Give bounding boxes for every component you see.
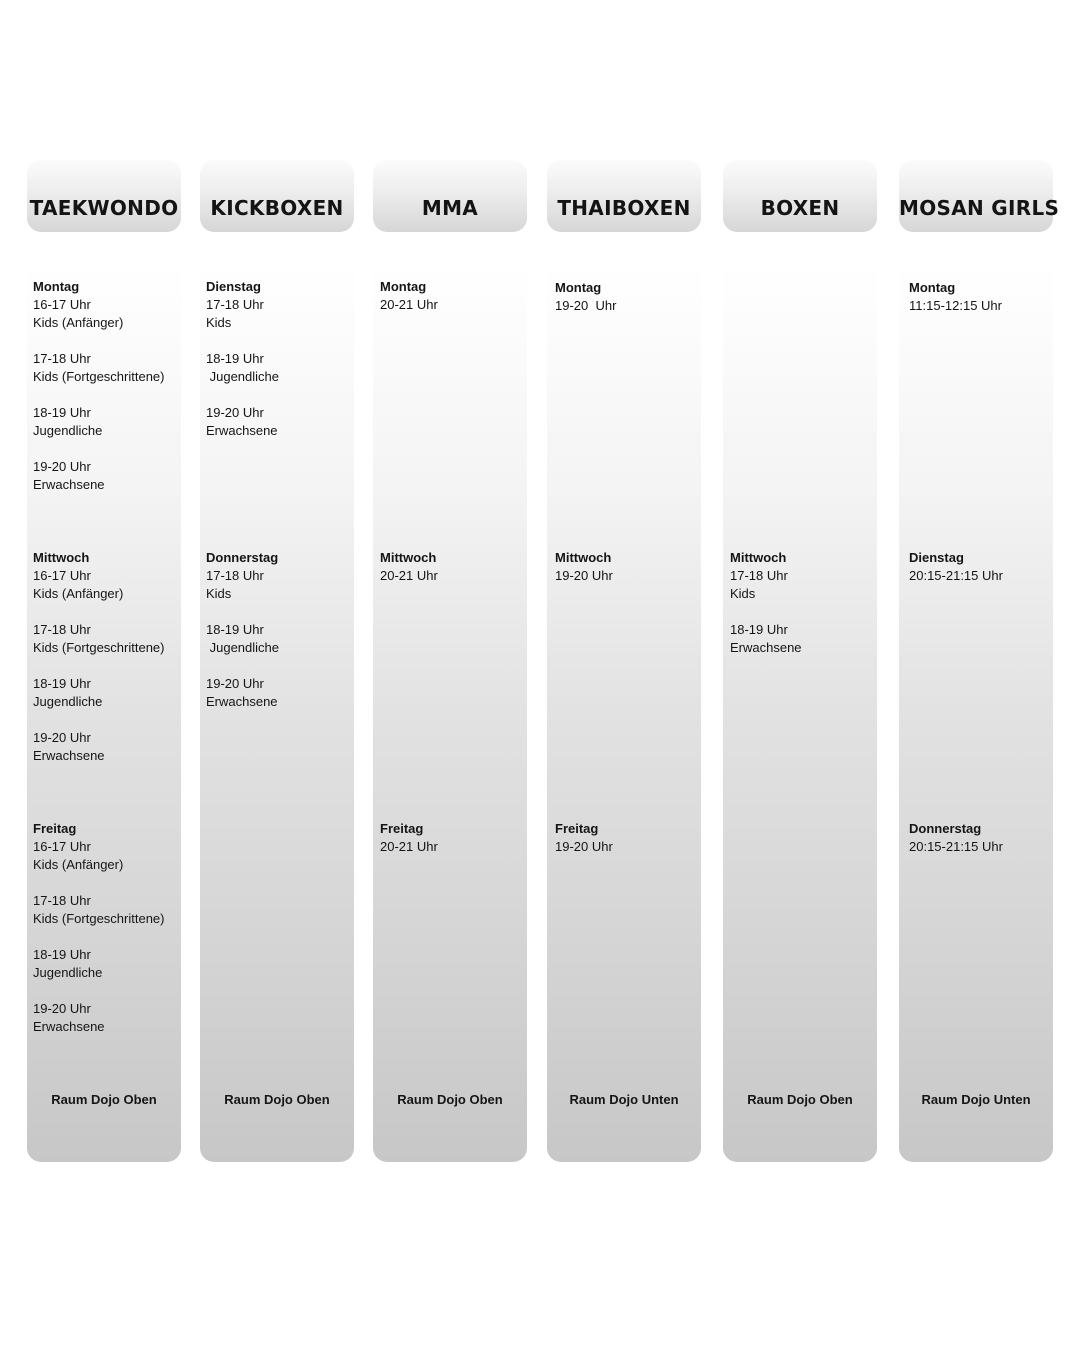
schedule-line [33, 711, 165, 729]
schedule-line: Erwachsene [33, 477, 105, 492]
schedule-line: 20:15-21:15 Uhr [909, 568, 1003, 583]
schedule-line: 20-21 Uhr [380, 839, 438, 854]
schedule-line: 17-18 Uhr [730, 568, 788, 583]
room-label: Raum Dojo Unten [921, 1092, 1031, 1107]
schedule-line: Kids [206, 586, 232, 601]
schedule-block [555, 549, 613, 585]
schedule-block [380, 278, 438, 314]
schedule-line: Kids (Fortgeschrittene) [33, 640, 165, 655]
schedule-block [33, 820, 165, 1036]
schedule-line: Erwachsene [206, 423, 278, 438]
schedule-line: 19-20 Uhr [33, 1001, 91, 1016]
schedule-block [555, 279, 616, 315]
schedule-line: 18-19 Uhr [33, 405, 91, 420]
schedule-block [730, 549, 802, 657]
schedule-line: 20-21 Uhr [380, 568, 438, 583]
schedule-line: 17-18 Uhr [33, 351, 91, 366]
column-body [373, 262, 527, 1162]
day-label: Mittwoch [33, 550, 90, 565]
column-body [547, 262, 701, 1162]
schedule-line: Jugendliche [206, 640, 279, 655]
schedule-line: 17-18 Uhr [33, 622, 91, 637]
day-label: Dienstag [206, 279, 261, 294]
schedule-block [555, 820, 613, 856]
schedule-block [380, 549, 438, 585]
schedule-line: 19-20 Uhr [33, 459, 91, 474]
room-label: Raum Dojo Oben [397, 1092, 503, 1107]
column-title: BOXEN [760, 196, 840, 220]
column-title: THAIBOXEN [557, 196, 691, 220]
schedule-line: 19-20 Uhr [206, 405, 264, 420]
column-title: MOSAN GIRLS [899, 196, 1060, 220]
day-label: Mittwoch [555, 550, 612, 565]
schedule-line: 19-20 Uhr [555, 568, 613, 583]
day-label: Montag [909, 280, 956, 295]
schedule-line: 20-21 Uhr [380, 297, 438, 312]
schedule-line [33, 657, 165, 675]
day-label: Freitag [380, 821, 424, 836]
schedule-line: Kids (Fortgeschrittene) [33, 369, 165, 384]
column-header [547, 160, 701, 232]
schedule-line: 17-18 Uhr [206, 297, 264, 312]
schedule-line: Kids [206, 315, 232, 330]
schedule-line: Kids (Anfänger) [33, 315, 124, 330]
schedule-line: 17-18 Uhr [33, 893, 91, 908]
schedule-line: Kids (Anfänger) [33, 586, 124, 601]
room-label: Raum Dojo Unten [569, 1092, 679, 1107]
day-label: Montag [380, 279, 427, 294]
schedule-line [33, 928, 165, 946]
schedule-line: 18-19 Uhr [206, 351, 264, 366]
column-header [373, 160, 527, 232]
schedule-line [33, 982, 165, 1000]
schedule-line: Kids (Anfänger) [33, 857, 124, 872]
schedule-line: Erwachsene [33, 748, 105, 763]
schedule-line [206, 603, 279, 621]
schedule-block [206, 549, 279, 711]
schedule-line: 16-17 Uhr [33, 297, 91, 312]
column-title: TAEKWONDO [29, 196, 179, 220]
schedule-line [206, 657, 279, 675]
schedule-line: Kids (Fortgeschrittene) [33, 911, 165, 926]
schedule-line: 16-17 Uhr [33, 568, 91, 583]
schedule-line: Erwachsene [33, 1019, 105, 1034]
schedule-line: 18-19 Uhr [206, 622, 264, 637]
column-header [723, 160, 877, 232]
column-body [899, 262, 1053, 1162]
schedule-line: Jugendliche [33, 423, 103, 438]
day-label: Donnerstag [909, 821, 982, 836]
day-label: Dienstag [909, 550, 964, 565]
schedule-line: Jugendliche [33, 965, 103, 980]
schedule-block [909, 549, 1003, 585]
column-title: KICKBOXEN [210, 196, 344, 220]
schedule-line: 11:15-12:15 Uhr [909, 298, 1002, 313]
schedule-line: 18-19 Uhr [730, 622, 788, 637]
schedule-line: Kids [730, 586, 756, 601]
schedule-line: Jugendliche [206, 369, 279, 384]
schedule-line: 19-20 Uhr [555, 839, 613, 854]
room-label: Raum Dojo Oben [51, 1092, 157, 1107]
schedule-block [909, 820, 1003, 856]
day-label: Mittwoch [380, 550, 437, 565]
column-header [200, 160, 354, 232]
schedule-line: 18-19 Uhr [33, 676, 91, 691]
schedule-line: 19-20 Uhr [206, 676, 264, 691]
schedule-block [909, 279, 1002, 315]
day-label: Freitag [33, 821, 77, 836]
day-label: Montag [33, 279, 80, 294]
schedule-line [206, 386, 279, 404]
column-body [723, 262, 877, 1162]
schedule-line: Jugendliche [33, 694, 103, 709]
day-label: Donnerstag [206, 550, 279, 565]
schedule-line [730, 603, 802, 621]
column-header [27, 160, 181, 232]
schedule-line: Erwachsene [206, 694, 278, 709]
schedule-line [33, 603, 165, 621]
schedule-line [206, 332, 279, 350]
room-label: Raum Dojo Oben [224, 1092, 330, 1107]
schedule-line: 19-20 Uhr [33, 730, 91, 745]
schedule-line: 18-19 Uhr [33, 947, 91, 962]
schedule-line [33, 386, 165, 404]
day-label: Montag [555, 280, 602, 295]
schedule-line [33, 332, 165, 350]
day-label: Mittwoch [730, 550, 787, 565]
day-label: Freitag [555, 821, 599, 836]
schedule-line: Erwachsene [730, 640, 802, 655]
schedule-line: 20:15-21:15 Uhr [909, 839, 1003, 854]
schedule-line: 17-18 Uhr [206, 568, 264, 583]
room-label: Raum Dojo Oben [747, 1092, 853, 1107]
schedule-block [33, 278, 165, 494]
schedule-line: 16-17 Uhr [33, 839, 91, 854]
column-title: MMA [421, 196, 479, 220]
column-header [899, 160, 1060, 232]
schedule-block [206, 278, 279, 440]
schedule-block [33, 549, 165, 765]
schedule-line: 19-20 Uhr [555, 298, 617, 313]
schedule-line [33, 440, 165, 458]
schedule-line [33, 874, 165, 892]
schedule-block [380, 820, 438, 856]
